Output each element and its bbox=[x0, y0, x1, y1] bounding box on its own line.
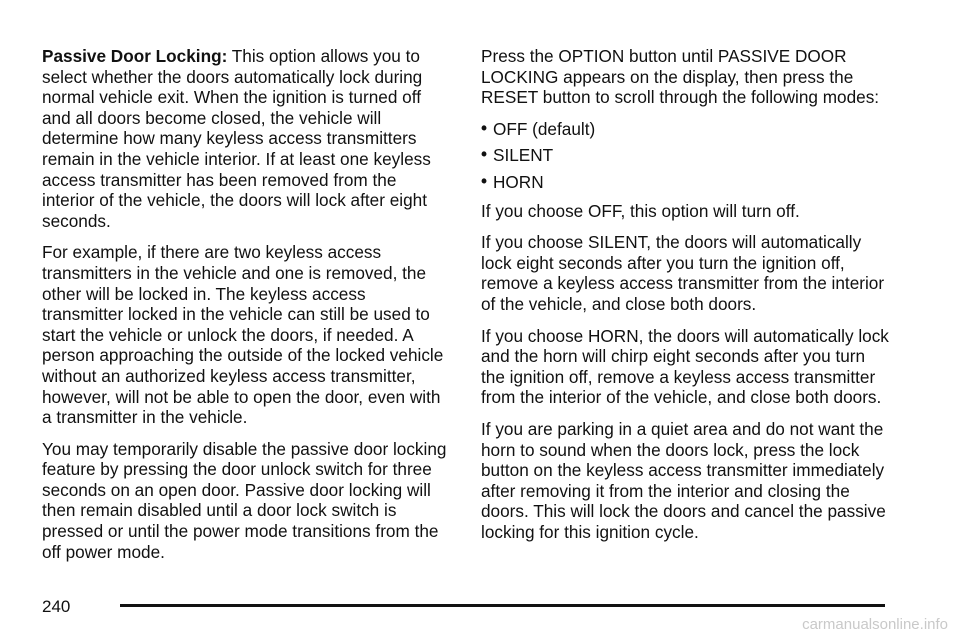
modes-list bbox=[481, 119, 891, 193]
page-number: 240 bbox=[42, 597, 71, 616]
watermark: carmanualsonline.info bbox=[802, 616, 948, 633]
paragraph-text: This option allows you to select whether the doors automatically lock during normal vehicle exit. When the ignition is turned off and all doors become closed, the vehicle will determine how many keyless access transmitters remain in the vehicle interior. If at least one keyless access transmitter has been removed from the interior of the vehicle, the doors will lock after eight seconds. bbox=[42, 46, 431, 231]
instructions-paragraph: Press the OPTION button until PASSIVE DOOR LOCKING appears on the display, then press the RESET button to scroll through the following modes: bbox=[481, 46, 880, 108]
right-column bbox=[481, 46, 891, 553]
silent-paragraph: If you choose SILENT, the doors will automatically lock eight seconds after you turn the ignition off, remove a keyless access transmitter from the interior of the vehicle, and close both doors. bbox=[481, 232, 885, 314]
quiet-area-paragraph: If you are parking in a quiet area and do not want the horn to sound when the doors lock, press the lock button on the keyless access transmitter immediately after removing it from the interior and closing the doors. This will lock the doors and cancel the passive locking for this ignition cycle. bbox=[481, 418, 886, 542]
left-column bbox=[42, 46, 447, 573]
off-paragraph: If you choose OFF, this option will turn off. bbox=[481, 200, 800, 221]
mode-item-silent: • SILENT bbox=[481, 145, 891, 166]
passive-door-locking-paragraph bbox=[42, 46, 447, 231]
horn-paragraph: If you choose HORN, the doors will automatically lock and the horn will chirp eight seconds after you turn the ignition off, remove a keyless access transmitter from the interior of the vehicle, and close both doors. bbox=[481, 325, 889, 408]
disable-paragraph: You may temporarily disable the passive door locking feature by pressing the door unlock switch for three seconds on an open door. Passive door locking will then remain disabled until a door lock switch is pressed or until the power mode transitions from the off power mode. bbox=[42, 438, 447, 562]
section-heading: Passive Door Locking: bbox=[42, 46, 228, 66]
example-paragraph: For example, if there are two keyless access transmitters in the vehicle and one is removed, the other will be locked in. The keyless access transmitter locked in the vehicle can still be used to start the vehicle or unlock the doors, if needed. A person approaching the outside of the locked vehicle without an authorized keyless access transmitter, however, will not be able to open the door, even with a transmitter in the vehicle. bbox=[42, 242, 444, 428]
footer-rule bbox=[120, 604, 885, 607]
mode-item-horn: • HORN bbox=[481, 172, 891, 193]
mode-item-off: • OFF (default) bbox=[481, 119, 891, 140]
